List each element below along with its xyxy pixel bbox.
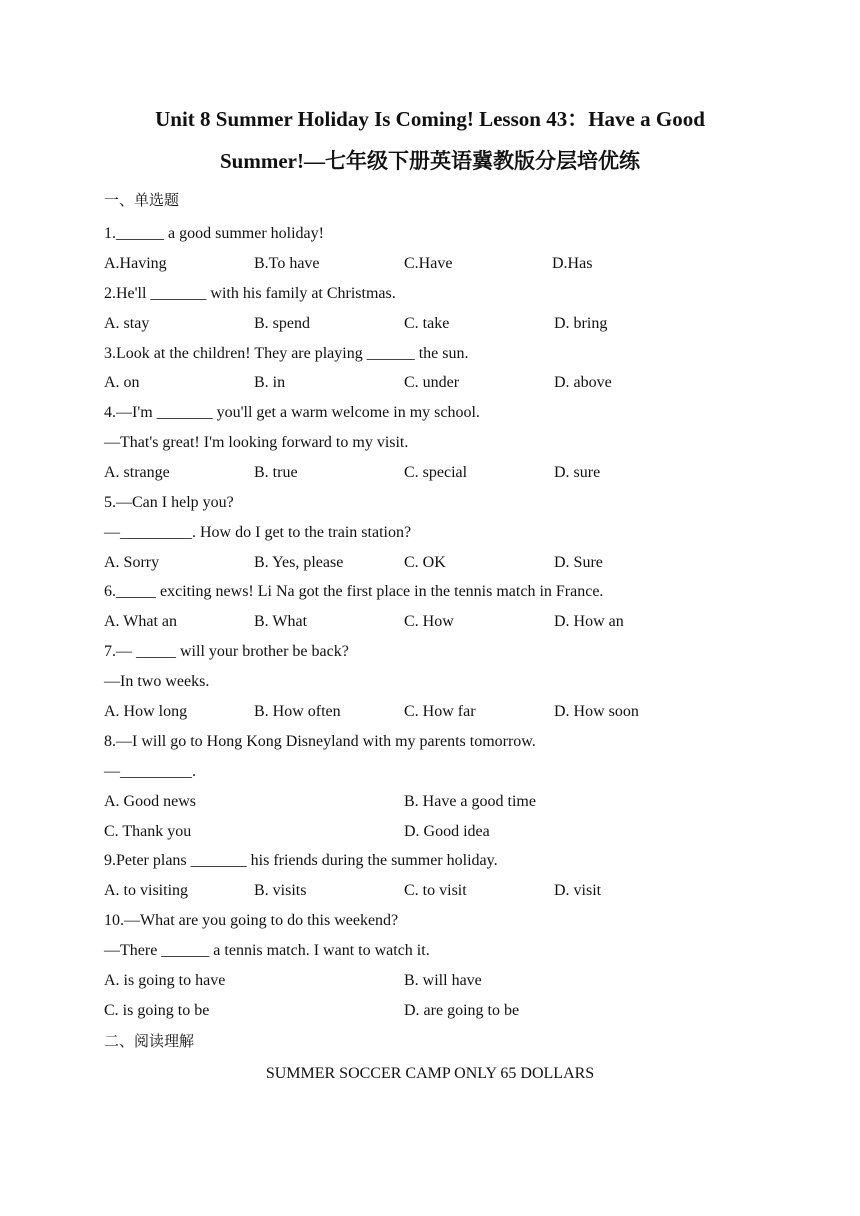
question-6-option-c: C. How: [404, 613, 454, 630]
question-7-stem: 7.— _____ will your brother be back?: [104, 643, 349, 660]
question-1-stem: 1.______ a good summer holiday!: [104, 225, 324, 242]
question-9-option-a: A. to visiting: [104, 882, 189, 899]
question-10-option-c: C. is going to be: [104, 1002, 210, 1019]
question-1-option-b: B.To have: [254, 255, 320, 272]
document-title-line-2: Summer!—七年级下册英语冀教版分层培优练: [220, 149, 640, 173]
question-1-option-a: A.Having: [104, 255, 167, 272]
question-9-option-d: D. visit: [554, 882, 602, 899]
question-2-option-b: B. spend: [254, 315, 310, 332]
question-2-option-d: D. bring: [554, 315, 608, 332]
question-3-option-b: B. in: [254, 374, 286, 391]
question-7-stem-line-2: —In two weeks.: [104, 673, 210, 690]
question-5-option-d: D. Sure: [554, 554, 603, 571]
question-7-option-b: B. How often: [254, 703, 341, 720]
question-5-stem-line-2: —_________. How do I get to the train station?: [104, 524, 412, 541]
question-1-option-d: D.Has: [552, 255, 593, 272]
question-10-stem-line-2: —There ______ a tennis match. I want to watch it.: [104, 942, 430, 959]
passage-title: SUMMER SOCCER CAMP ONLY 65 DOLLARS: [265, 1065, 595, 1082]
question-8-option-d: D. Good idea: [404, 823, 490, 840]
question-8-stem-line-2: —_________.: [104, 763, 196, 780]
question-2-option-a: A. stay: [104, 315, 150, 332]
question-5-option-b: B. Yes, please: [254, 554, 344, 571]
question-8-stem: 8.—I will go to Hong Kong Disneyland with my parents tomorrow.: [104, 733, 536, 750]
question-4-option-b: B. true: [254, 464, 298, 481]
question-2-stem: 2.He'll _______ with his family at Christmas.: [104, 285, 396, 302]
question-1-option-c: C.Have: [404, 255, 453, 272]
question-5-option-c: C. OK: [404, 554, 446, 571]
question-6-option-b: B. What: [254, 613, 308, 630]
question-6-option-d: D. How an: [554, 613, 624, 630]
question-10-option-d: D. are going to be: [404, 1002, 520, 1019]
question-7-option-d: D. How soon: [554, 703, 639, 720]
section-heading-single-choice: 一、单选题: [104, 191, 180, 209]
question-2-option-c: C. take: [404, 315, 450, 332]
question-8-option-a: A. Good news: [104, 793, 196, 810]
question-4-stem: 4.—I'm _______ you'll get a warm welcome in my school.: [104, 404, 480, 421]
question-10-option-b: B. will have: [404, 972, 482, 989]
question-3-option-c: C. under: [404, 374, 460, 391]
question-10-option-a: A. is going to have: [104, 972, 226, 989]
question-5-stem: 5.—Can I help you?: [104, 494, 234, 511]
question-4-option-d: D. sure: [554, 464, 601, 481]
question-4-option-c: C. special: [404, 464, 468, 481]
question-7-option-a: A. How long: [104, 703, 188, 720]
question-4-option-a: A. strange: [104, 464, 170, 481]
question-5-option-a: A. Sorry: [104, 554, 160, 571]
document-title-line-1: Unit 8 Summer Holiday Is Coming! Lesson 43：Have a Good: [155, 107, 705, 131]
question-3-stem: 3.Look at the children! They are playing ______ the sun.: [104, 345, 469, 362]
section-heading-reading: 二、阅读理解: [104, 1032, 195, 1050]
question-8-option-b: B. Have a good time: [404, 793, 536, 810]
question-6-stem: 6._____ exciting news! Li Na got the first place in the tennis match in France.: [104, 583, 604, 600]
question-4-stem-line-2: —That's great! I'm looking forward to my visit.: [104, 434, 409, 451]
question-8-option-c: C. Thank you: [104, 823, 192, 840]
question-9-stem: 9.Peter plans _______ his friends during the summer holiday.: [104, 852, 498, 869]
question-9-option-c: C. to visit: [404, 882, 467, 899]
question-3-option-d: D. above: [554, 374, 612, 391]
question-10-stem: 10.—What are you going to do this weekend?: [104, 912, 399, 929]
question-9-option-b: B. visits: [254, 882, 307, 899]
question-6-option-a: A. What an: [104, 613, 178, 630]
question-7-option-c: C. How far: [404, 703, 476, 720]
question-3-option-a: A. on: [104, 374, 140, 391]
